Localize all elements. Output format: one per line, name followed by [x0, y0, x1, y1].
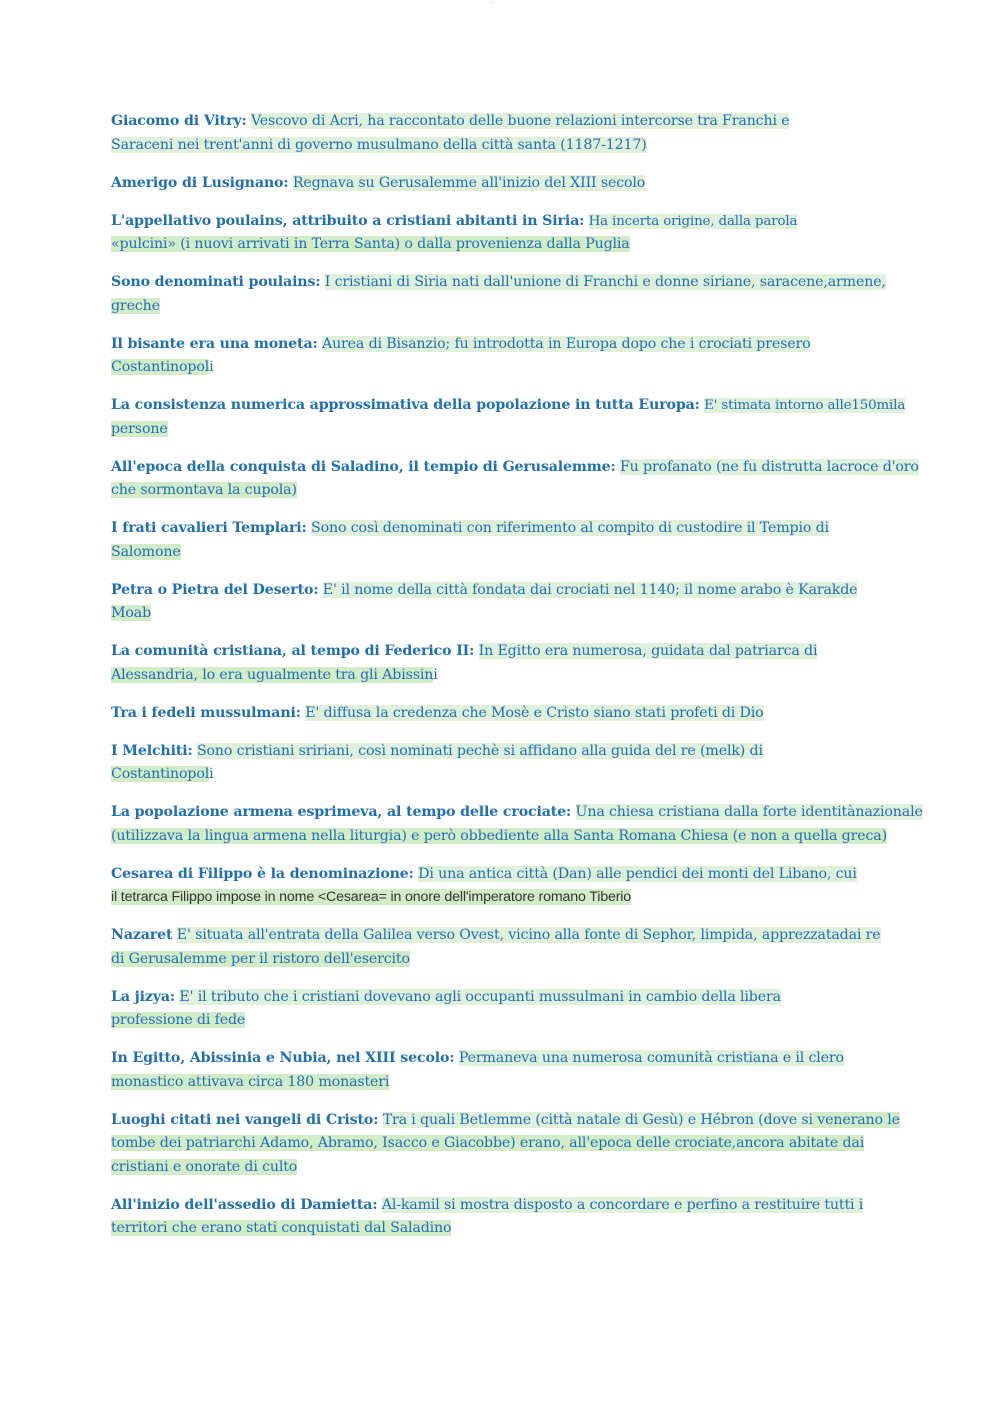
entry-text: E' stimata intorno alle150mila [704, 398, 906, 413]
entry-line [111, 233, 891, 257]
entry-line [111, 1109, 900, 1133]
entry-title: Cesarea di Filippo è la denominazione: [111, 865, 414, 882]
entry-text: Moab [111, 605, 152, 621]
entry-line [111, 1047, 891, 1071]
entry-title: Giacomo di Vitry: [111, 113, 247, 129]
entry-nazaret [111, 924, 891, 971]
entry-line [111, 763, 891, 787]
entry-title: In Egitto, Abissinia e Nubia, nel XIII secolo: [111, 1050, 455, 1066]
entry-text: Fu profanato (ne fu distrutta lacroce d'oro [619, 458, 919, 475]
entry-title: Il bisante era una moneta: [111, 335, 318, 352]
entry-text: Costantinopol [111, 359, 210, 375]
entry-line [111, 110, 891, 134]
entry-line [111, 394, 906, 418]
entry-line [111, 418, 891, 442]
entry-text: E' il tributo che i cristiani dovevano agli occupanti mussulmani in cambio della libera [179, 988, 781, 1005]
entry-text: venerano le [812, 1111, 900, 1128]
entry-line [111, 541, 891, 565]
entry-line [111, 740, 891, 764]
entry-cesarea-di-filippo [111, 863, 891, 910]
entry-text: Ha incerta origine, dalla parola [588, 213, 798, 229]
entry-title: Petra o Pietra del Deserto: [111, 581, 319, 598]
entry-text: E' situata all'entrata della Galilea verso Ovest, vicino alla fonte di Sephor, limpida, apprezzatadai re [176, 927, 881, 943]
entry-text: E' il nome della città fondata dai crociati nel 1140; il nome arabo è Karakde [322, 581, 858, 598]
entry-line [111, 579, 891, 603]
entry-text: Sono cristiani sririani, così nominati pechè si affidano alla guida del re (melk) di [196, 742, 763, 759]
entry-text: professione di fede [111, 1012, 246, 1028]
entry-title: Amerigo di Lusignano: [111, 174, 289, 191]
entry-line [111, 863, 891, 887]
entry-line [111, 602, 891, 626]
entry-fedeli-mussulmani [111, 702, 891, 726]
entry-line [111, 664, 891, 688]
entry-line [111, 456, 919, 480]
entry-text: Una chiesa cristiana dalla forte identitànazionale [575, 804, 923, 820]
entry-title: Sono denominati poulains: [111, 274, 321, 290]
entry-line [111, 1156, 891, 1180]
entry-line [111, 356, 891, 380]
entry-line [111, 924, 891, 948]
entry-title: Nazaret [111, 927, 173, 943]
entry-appellativo-poulains [111, 210, 891, 257]
entry-line [111, 640, 891, 664]
entry-text: In Egitto era numerosa, guidata dal patriarca di [478, 643, 818, 659]
entry-line [111, 517, 891, 541]
entry-text: Al-kamil si mostra disposto a concordare e perfino a restituire tutti i [381, 1196, 864, 1213]
entry-egitto-abissinia-nubia [111, 1047, 891, 1094]
entry-line [111, 333, 891, 357]
entry-title: All'epoca della conquista di Saladino, il tempio di Gerusalemme: [111, 458, 616, 475]
entry-text: Sono così denominati con riferimento al compito di custodire il Tempio di [311, 520, 829, 536]
entry-line [111, 702, 891, 726]
entry-text: Aurea di Bisanzio; fu introdotta in Europa dopo che i crociati presero [321, 335, 811, 352]
entry-text: non a quella greca) [746, 827, 887, 844]
entry-line [111, 295, 891, 319]
entry-assedio-damietta [111, 1194, 891, 1241]
entry-title: Tra i fedeli mussulmani: [111, 704, 301, 721]
entry-text: territori che erano stati conquistati dal Saladino [111, 1220, 452, 1236]
entry-line [111, 986, 891, 1010]
entry-tempio-gerusalemme [111, 456, 919, 503]
entry-popolazione-europa [111, 394, 906, 441]
page-header-mark: ···· [490, 0, 496, 5]
entry-text: Permaneva una numerosa comunità cristiana e il clero [458, 1050, 844, 1066]
entry-bisante [111, 333, 891, 380]
entry-text: Regnava su Gerusalemme all'inizio del XIII secolo [292, 174, 646, 191]
entry-text: i [433, 666, 438, 683]
entry-text: tombe dei patriarchi Adamo, Abramo, Isacco e Giacobbe) erano, all'epoca delle crociate,ancora abitate dai [111, 1135, 865, 1151]
entry-line [111, 948, 891, 972]
entry-title: L'appellativo poulains, attribuito a cristiani abitanti in Siria: [111, 212, 585, 229]
entry-line [111, 1132, 891, 1156]
entry-title: La popolazione armena esprimeva, al tempo delle crociate: [111, 804, 572, 820]
entry-text: (utilizzava la lingua armena nella liturgia) e però obbediente alla Santa Romana Chiesa (e [111, 827, 747, 844]
entry-text: Salomone [111, 543, 181, 560]
entry-title: La jizya: [111, 988, 176, 1005]
entry-line [111, 479, 891, 503]
entry-text: cristiani e onorate di culto [111, 1158, 298, 1175]
entry-denominati-poulains [111, 271, 891, 318]
entry-comunita-cristiana [111, 640, 891, 687]
entry-text: i [209, 359, 214, 375]
entry-line [111, 134, 891, 158]
entry-line [111, 1009, 891, 1033]
entry-text: greche [111, 297, 160, 314]
entry-text: persone [111, 420, 168, 437]
entry-text: Di una antica città (Dan) alle pendici dei monti del Libano, cui [418, 865, 857, 882]
entry-templari [111, 517, 891, 564]
entry-text: il tetrarca Filippo impose in nome <Cesarea= in onore dell'imperatore romano Tiberio [111, 889, 632, 905]
entry-line [111, 1217, 891, 1241]
entry-text: E' diffusa la credenza che Mosè e Cristo siano stati profeti di Dio [305, 704, 764, 721]
entry-text: Alessandria, lo era ugualmente tra gli Abissin [111, 666, 434, 683]
entry-text: monastico attivava circa 180 monasteri [111, 1073, 390, 1090]
entry-text: che sormontava la cupola) [111, 482, 297, 498]
entry-text: Costantinopol [111, 766, 210, 782]
entry-text: i [209, 766, 214, 782]
entry-title: Luoghi citati nei vangeli di Cristo: [111, 1111, 379, 1128]
entry-title: I frati cavalieri Templari: [111, 520, 307, 536]
entry-text: Saraceni nei trent'anni di governo musulmano della città santa (1187-1217) [111, 136, 647, 153]
entry-line [111, 271, 891, 295]
entry-title: La comunità cristiana, al tempo di Federico II: [111, 643, 475, 659]
entry-title: I Melchiti: [111, 742, 193, 759]
entry-jizya [111, 986, 891, 1033]
entry-melchiti [111, 740, 891, 787]
entry-text: «pulcini» (i nuovi arrivati in Terra Santa) o dalla provenienza dalla Puglia [111, 236, 630, 252]
entry-giacomo-di-vitry [111, 110, 891, 157]
entry-luoghi-vangeli [111, 1109, 900, 1180]
entry-title: La consistenza numerica approssimativa della popolazione in tutta Europa: [111, 397, 700, 413]
entry-line [111, 801, 923, 825]
entry-text: I cristiani di Siria nati dall'unione di Franchi e donne siriane, saracene,armene, [324, 274, 886, 290]
entry-line [111, 1071, 891, 1095]
entry-line [111, 825, 891, 849]
entry-line [111, 172, 891, 196]
entry-title: All'inizio dell'assedio di Damietta: [111, 1196, 378, 1213]
entry-text: Tra i quali Betlemme (città natale di Gesù) e Hébron (dove si [382, 1111, 813, 1128]
entry-text: di Gerusalemme per il ristoro dell'esercito [111, 950, 410, 967]
entry-line [111, 886, 891, 910]
entry-popolazione-armena [111, 801, 923, 848]
entry-line [111, 1194, 891, 1218]
entry-petra [111, 579, 891, 626]
entry-amerigo-di-lusignano [111, 172, 891, 196]
document-page [111, 110, 923, 1255]
entry-text: Vescovo di Acri, ha raccontato delle buone relazioni intercorse tra Franchi e [250, 113, 790, 129]
entry-line [111, 210, 891, 234]
